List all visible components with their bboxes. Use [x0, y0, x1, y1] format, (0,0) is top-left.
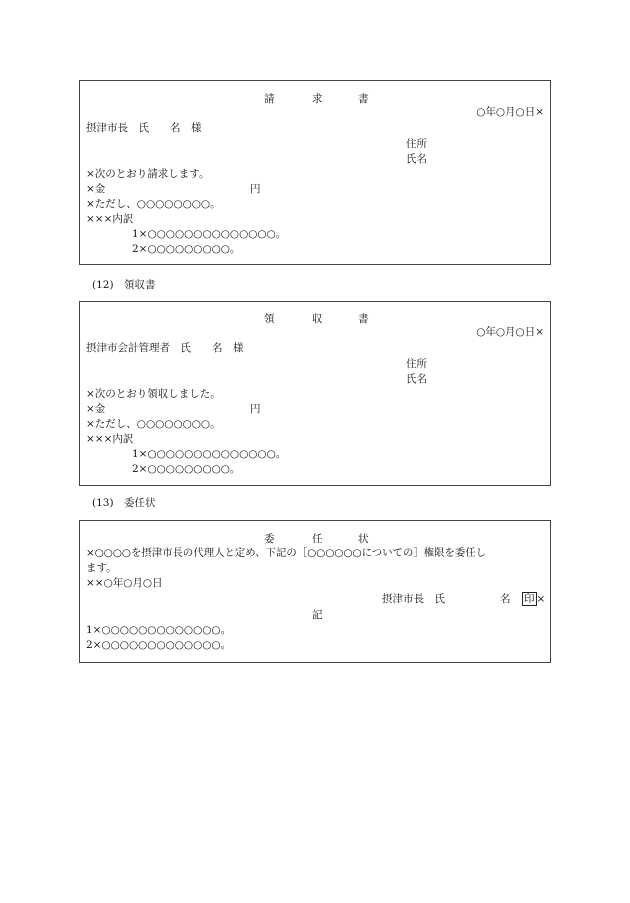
yen-label: 円 [250, 403, 261, 415]
form-title-char-1: 請 [264, 93, 275, 105]
form-addressee: 摂津市会計管理者 氏 名 様 [86, 342, 244, 354]
form-title-char-2: 収 [312, 313, 323, 325]
amount-label: ×金 [86, 403, 106, 415]
delegation-item-2: 2×○○○○○○○○○○○○○。 [86, 639, 232, 651]
delegation-item-1: 1×○○○○○○○○○○○○○。 [86, 624, 232, 636]
delegation-date: ××○年○月○日 [86, 577, 163, 589]
form-addressee: 摂津市長 氏 名 様 [86, 122, 202, 134]
breakdown-item-2: 2×○○○○○○○○○。 [132, 463, 241, 475]
form-title-char-3: 書 [358, 313, 369, 325]
form-title-char-3: 書 [358, 93, 369, 105]
address-label: 住所 [406, 138, 427, 150]
invoice-form-box [79, 80, 551, 265]
breakdown-item-1: 1×○○○○○○○○○○○○○○。 [132, 228, 287, 240]
form-body: ×次のとおり請求します。 [86, 168, 210, 180]
section-label-power-of-attorney: (13) 委任状 [92, 497, 156, 509]
form-body: ×次のとおり領収しました。 [86, 388, 221, 400]
form-title-char-2: 求 [312, 93, 323, 105]
yen-label: 円 [250, 183, 261, 195]
seal-mark: 印 [524, 593, 535, 605]
form-title-char-1: 領 [264, 313, 275, 325]
receipt-form-box [79, 301, 551, 486]
form-date: ○年○月○日× [476, 326, 544, 338]
form-title-char-3: 状 [358, 533, 369, 545]
mayor-signature-label: 摂津市長 氏 [382, 593, 445, 605]
breakdown-item-1: 1×○○○○○○○○○○○○○○。 [132, 448, 287, 460]
delegation-text-line-1: ×○○○○を摂津市長の代理人と定め、下記の［○○○○○○についての］権限を委任し [86, 547, 487, 559]
ki-heading: 記 [312, 609, 323, 621]
tadashi-line: ×ただし、○○○○○○○○。 [86, 198, 221, 210]
amount-label: ×金 [86, 183, 106, 195]
form-date: ○年○月○日× [476, 106, 544, 118]
section-label-receipt: (12) 領収書 [92, 279, 156, 291]
tadashi-line: ×ただし、○○○○○○○○。 [86, 418, 221, 430]
seal-trailing-mark: × [536, 593, 546, 605]
name-label: 氏名 [406, 153, 427, 165]
power-of-attorney-box [79, 520, 551, 663]
delegation-text-line-2: ます。 [86, 562, 117, 574]
breakdown-label: ×××内訳 [86, 213, 134, 225]
breakdown-label: ×××内訳 [86, 433, 134, 445]
form-title-char-1: 委 [264, 533, 275, 545]
mei-label: 名 [500, 593, 511, 605]
breakdown-item-2: 2×○○○○○○○○○。 [132, 243, 241, 255]
seal-stamp [522, 592, 545, 606]
address-label: 住所 [406, 358, 427, 370]
name-label: 氏名 [406, 373, 427, 385]
form-title-char-2: 任 [312, 533, 323, 545]
